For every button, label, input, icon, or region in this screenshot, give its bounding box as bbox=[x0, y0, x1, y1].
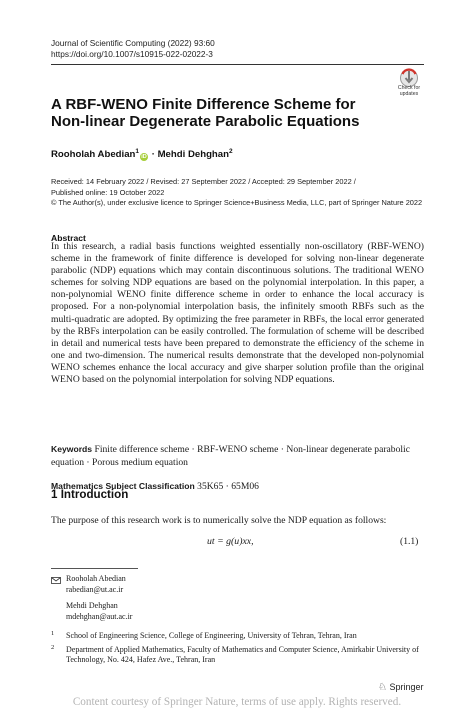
author-name[interactable]: Mehdi Dehghan bbox=[157, 149, 229, 161]
paper-title: A RBF-WENO Finite Difference Scheme for Non-linear Degenerate Parabolic Equations bbox=[51, 96, 360, 130]
springer-horse-icon: ♘ bbox=[378, 682, 387, 693]
header-rule bbox=[51, 64, 424, 65]
affiliation-text: School of Engineering Science, College of Engineering, University of Tehran, Tehran, Iran bbox=[66, 631, 357, 640]
author-name[interactable]: Rooholah Abedian bbox=[51, 149, 136, 161]
keywords-text: Finite difference scheme · RBF-WENO scheme · Non-linear degenerate parabolic equation · Porous medium equation bbox=[51, 444, 410, 468]
publication-dates: Received: 14 February 2022 / Revised: 27 September 2022 / Accepted: 29 September 2022 / Published online: 19 October 2022 © The Author(s), under exclusive licence to Springer Science+Business Media, LLC, part of Springer Nature 2022 bbox=[51, 177, 423, 208]
author-affiliation-number: 1 bbox=[135, 148, 140, 155]
author-affiliation-number: 2 bbox=[228, 148, 233, 155]
keywords bbox=[51, 443, 424, 469]
affiliation-text: Department of Applied Mathematics, Faculty of Mathematics and Computer Science, Amirkabir University of Technology, No. 424, Hafez Ave., Tehran, Iran bbox=[66, 645, 419, 664]
equation: ut = g(u)xx, bbox=[207, 536, 254, 547]
footnote-rule bbox=[51, 568, 138, 569]
author-list bbox=[51, 148, 233, 161]
intro-paragraph: The purpose of this research work is to numerically solve the NDP equation as follows: bbox=[51, 515, 387, 526]
publisher-logo bbox=[378, 682, 424, 693]
abstract-heading: Abstract bbox=[51, 233, 86, 243]
section-title: Introduction bbox=[60, 488, 129, 501]
section-heading bbox=[51, 488, 128, 501]
equation-number: (1.1) bbox=[400, 536, 419, 547]
affiliation-number: 1 bbox=[51, 630, 55, 637]
msc-heading: Mathematics Subject Classification bbox=[51, 481, 195, 491]
corresponding-author-email[interactable]: rabedian@ut.ac.ir bbox=[66, 584, 124, 594]
correspondence-block bbox=[66, 574, 132, 622]
envelope-icon bbox=[51, 576, 61, 586]
affiliation-number: 2 bbox=[51, 644, 55, 651]
courtesy-watermark: Content courtesy of Springer Nature, terms of use apply. Rights reserved. bbox=[72, 696, 402, 708]
check-for-updates-label: Check for updates bbox=[397, 85, 421, 97]
abstract-text: In this research, a radial basis functions weighted essentially non-oscillatory (RBF-WENO) scheme in the framework of finite difference is developed for solving non-linear degenerate parabolic (NDP) equations which may contain discontinuous solutions. The traditional WENO schemes for solving NDP equations are based on the polynomial interpolation. In this paper, a non-polynomial WENO finite difference scheme in order to enhance the local accuracy is proposed. For a non-polynomial interpolation basis, the infinitely smooth RBFs such as the multi-quadratic are adopted. By optimizing the free parameter in RBFs, the local error generated by the RBFs interpolation can be easily controlled. The formulation of scheme will be described in detail and numerical tests have been prepared to demonstrate the efficiency of the scheme in one and two-dimension. The numerical results demonstrate that the developed non-polynomial WENO schemes enhance the local accuracy and give sharper solution profile than the original WENO based on the polynomial interpolation for solving NDP equations. bbox=[51, 241, 424, 386]
journal-header bbox=[51, 38, 215, 60]
coauthor-email[interactable]: mdehghan@aut.ac.ir bbox=[66, 611, 133, 621]
author-separator: · bbox=[151, 149, 155, 161]
keywords-heading: Keywords bbox=[51, 444, 93, 454]
journal-citation: Journal of Scientific Computing (2022) 93:60 bbox=[51, 38, 215, 48]
corresponding-author-name: Rooholah Abedian bbox=[66, 574, 126, 583]
orcid-icon[interactable]: iD bbox=[141, 154, 147, 161]
section-number: 1 bbox=[51, 488, 58, 501]
doi-link[interactable]: https://doi.org/10.1007/s10915-022-02022-3 bbox=[51, 49, 213, 59]
msc-codes: 35K65 · 65M06 bbox=[197, 481, 259, 492]
coauthor-name: Mehdi Dehghan bbox=[66, 601, 118, 611]
publisher-name: Springer bbox=[389, 682, 424, 692]
